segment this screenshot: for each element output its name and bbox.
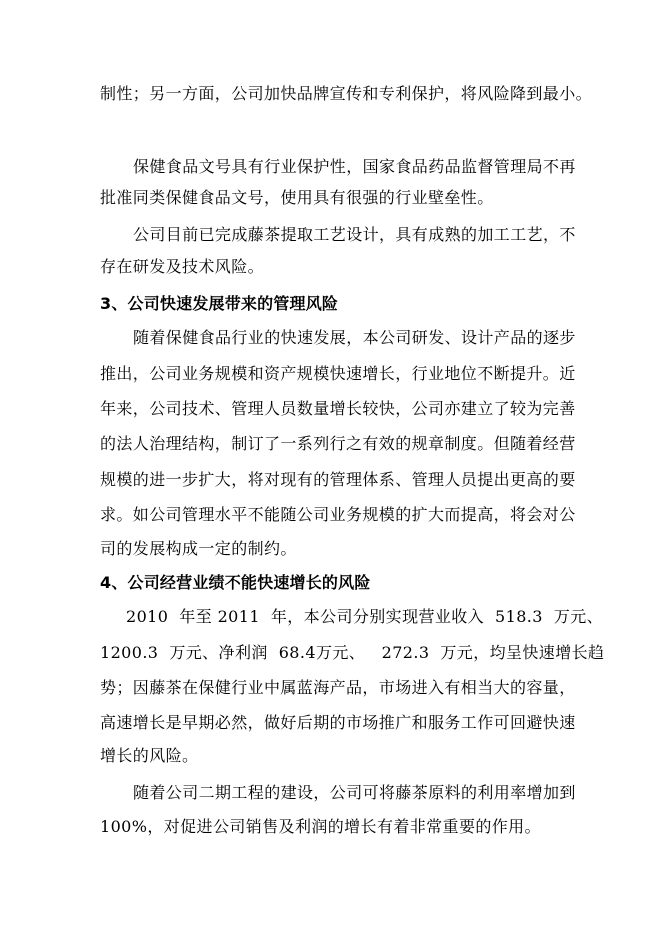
text-line: 势；因藤茶在保健行业中属蓝海产品，市场进入有相当大的容量， (100, 678, 576, 697)
text-line: 随着保健食品行业的快速发展，本公司研发、设计产品的逐步 (133, 328, 576, 347)
text-line: 增长的风险。 (100, 746, 199, 765)
text-line: 保健食品文号具有行业保护性，国家食品药品监督管理局不再 (133, 157, 576, 176)
text-line: 100%，对促进公司销售及利润的增长有着非常重要的作用。 (100, 817, 541, 836)
text-line: 司的发展构成一定的制约。 (100, 539, 297, 558)
text-line: 推出，公司业务规模和资产规模快速增长，行业地位不断提升。近 (100, 364, 576, 383)
text-line: 求。如公司管理水平不能随公司业务规模的扩大而提高，将会对公 (100, 505, 576, 524)
text-line: 制性；另一方面，公司加快品牌宣传和专利保护，将风险降到最小。 (100, 84, 593, 103)
text-line: 1200.3 万元、净利润 68.4万元、 272.3 万元，均呈快速增长趋 (100, 643, 605, 662)
text-line: 存在研发及技术风险。 (100, 257, 265, 276)
text-line: 高速增长是早期必然，做好后期的市场推广和服务工作可回避快速 (100, 713, 576, 732)
section-heading: 3、公司快速发展带来的管理风险 (100, 294, 339, 313)
text-line: 批准同类保健食品文号，使用具有很强的行业壁垒性。 (100, 188, 494, 207)
section-heading: 4、公司经营业绩不能快速增长的风险 (100, 573, 371, 592)
text-line: 规模的进一步扩大，将对现有的管理体系、管理人员提出更高的要 (100, 470, 576, 489)
text-line: 公司目前已完成藤茶提取工艺设计，具有成熟的加工工艺，不 (133, 225, 576, 244)
text-line: 的法人治理结构，制订了一系列行之有效的规章制度。但随着经营 (100, 434, 576, 453)
text-line: 年来，公司技术、管理人员数量增长较快，公司亦建立了较为完善 (100, 399, 576, 418)
text-line: 随着公司二期工程的建设，公司可将藤茶原料的利用率增加到 (133, 783, 576, 802)
text-line: 2010 年至 2011 年，本公司分别实现营业收入 518.3 万元、 (126, 607, 604, 626)
